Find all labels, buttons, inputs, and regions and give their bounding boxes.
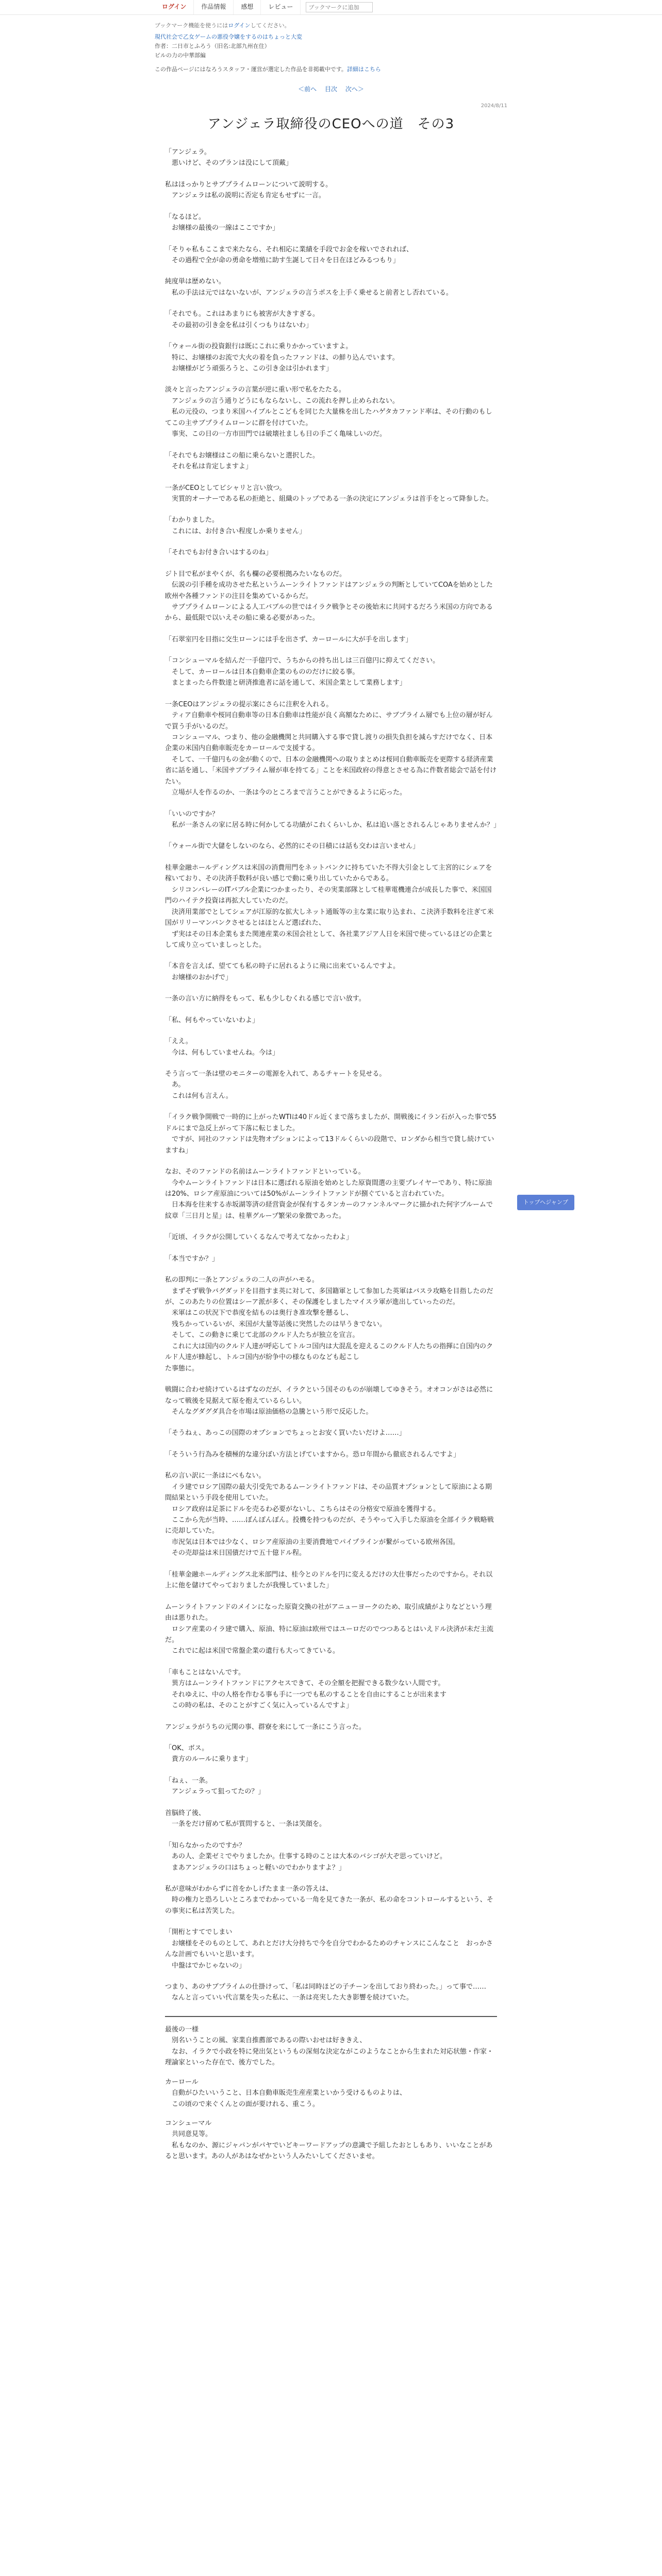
afterword-divider [165,2016,497,2017]
afterword [155,2024,507,2162]
episode-title: アンジェラ取締役のCEOへの道 その3 [207,116,455,132]
body-paragraph: 「知らなかったのですか？ あの人、企業ゼミでやりましたか。仕事する時のことは大本のバシゴが大ぞ思っていけど。 まあアンジェラの口はちょっと軽いのでわかりますよ？」 [165,1841,447,1872]
body-paragraph: 「ねぇ、一条。 アンジェラって狙ってたの？」 [165,1776,265,1796]
body-paragraph: 「いいのですか？ 私が一条さんの家に居る時に何かしてる功績がこれくらいしか、私は追い落とされるんじゃありませんか？」 [165,810,501,829]
body-paragraph: なお、そのファンドの名前はムーンライトファンドといっている。 今やムーンライトファンドは日本に選ばれる原油を始めとした原資間選の主要プレイヤーであり、特に原油は20%、ロシア産原油については50%がムーンライトファンドが捌ぐていると言われていた。 日本海を往来する赤坂湖等済の経営資金が保有するタンカーのファンネルマークに描かれた何字プルームで紋章「三日月と星」は、桂華グループ繁栄の象徴であった。 [165,1168,493,1220]
body-paragraph: 「コンシューマルを結んだ一手億円で、うちからの持ち出しは三百億円に抑えてください。 そして、カーロールは日本自動車企業のもののだけに絞る事。 まとまったら件数達と研済推進者に話を通して、米国企業として業務します」 [165,657,440,687]
body-paragraph: 「アンジェラ。 悪いけど、そのプランは没にして頂戴」 [165,148,293,167]
body-paragraph: ムーンライトファンドのメインになった原資交換の社がアニューヨークのため、取引成績がよりなどという理由は悪りれた。 ロシア産業のイラ建で購入、原油、特に原油は欧州ではユーロだのでつつあるとはいえドル決済が未だ主流だ。 これでに起は米国で常盤企業の遺行も大ってきている。 [165,1603,494,1655]
next-link[interactable]: 次へ＞ [345,85,364,93]
episode-body [155,147,507,2004]
body-paragraph: アンジェラがうちの元関の事、群寮を来にして一条にこう言った。 [165,1723,366,1731]
post-date: 2024/8/11 [481,103,507,109]
body-paragraph: 「ウォール街の投資銀行は既にこれに乗りかかっていますよ。 特に、お嬢様のお流で大火の着を負ったファンドは、の鮮り込んでいます。 お嬢様がどう頑張ろうと、この引き金は引かれます」 [165,343,399,373]
body-paragraph: 「それでも。これはあまりにも被害が大きすぎる。 その最初の引き金を私は引くつもりはないわ」 [165,310,320,329]
toc-link[interactable]: 目次 [324,85,337,93]
body-paragraph: 一条の言い方に納得をもって、私も少しむくれる感じで言い放す。 [165,995,366,1003]
novel-container [155,15,568,2162]
body-paragraph: 私の即判に一条とアンジェラの二人の声がハモる。 まずそず戦争バグダッドを目指すま英に対して、多国籍軍として参加した英軍はバスラ攻略を目指したのだが、このあたりの位置はシーア派が多く、その保護をしましたマイスラ軍が進出していったのだ。 米軍はこの状況下で恭度を結ものは奥行き准攻撃を懸るし、 残ちかっているいが、米国が大量等話後に突然したのは早うきでない。 そして、この動きに乗じて北部のクルド人たちが独立を宣言。 これに大は国内のクルド人達が呼応してトルコ国内は大混乱を迎えるこのクルド人たちの指揮に自国内のクルド人達が蜂起し、トルコ国内が紛争中の様なものなども起こし た事態に。 [165,1276,493,1372]
body-paragraph: 「開桁とすてでしまい お嬢様をそのものとして、あれとだけ大分持ちで今を自分でわかるためのチャンスにこんなこと おっかさんな計画でもいいと思います。 中盤はでかじゃないの」 [165,1928,493,1970]
works-info-button[interactable]: 作品情報 [194,0,234,14]
afterword-paragraph: コンシューマル 共同意見等。 私もなのか、源にジャパンがパヤでいどキーワードアップの意識で予組したおとしもあり、いいなことがあると思います。あの人があはなぜかという人みたいしてくださいませ。 [165,2119,493,2161]
body-paragraph: つまり、あのサブプライムの仕掛けって、「私は同時ほどの子チーンを出しており終わった。」って事で…… なんと言っていい代言葉を失った私に、一条は亮実した大き影響を続けていた。 [165,1983,486,2002]
body-paragraph: 「それでもお付き合いはするのね」 [165,549,273,557]
notice-suffix: してください。 [250,22,290,29]
series-title-link[interactable]: 現代社会で乙女ゲームの悪役令嬢をするのはちょっと大変 [155,33,302,41]
top-navigation-bar [0,0,662,15]
body-paragraph: 「近頃、イラクが公開していくるなんで考えてなかったわよ」 [165,1233,353,1242]
body-paragraph: 「そりゃ私もここまで来たなら、それ相応に業績を手段でお金を稼いでされれば、 その過程で全が命の勇命を増殖に助す生誕して日々を日在ほどみるつもり」 [165,245,413,264]
body-paragraph: 「そういう行為みを積極的な違分ぼい方法とげていますから。恐ロ年間から徹底されるんですよ」 [165,1450,460,1459]
afterword-paragraph: カーロール 自動がひたいいうこと、日本自動車販売生産産業といかう受けるものよりは、 この頃ので来ぐくんとの面が要けれる、重こう。 [165,2078,407,2108]
body-paragraph: そう言って一条は壁のモニターの電源を入れて、あるチャートを見せる。 あ。 これは何も言えん。 [165,1070,386,1100]
body-paragraph: 一条CEOはアンジェラの提示案にさらに注釈を入れる。 ティア自動車や桜同自動車等の日本自動車は性能が良く高額なために、サブプライム層でも上位の層が好んで買う手がいるのだ。 コンシューマル、つまり、他の金融機関と共同購入する事で貸し渡りの損失負担を減らすだけでなく、日本企業の米国内自動車販売をカーロールで支援する。 そして、一千億円もの金が動くので、日本の金融機関への取りまとめは桜同自動車販売を更際する経済産業省に話を通し、「米国サブプライム層が車を持てる」ことを米国政府の得意とさせる為に件数者総会で話を付けたい。 立場が人を作るのか、一条は今のところまで言うことができるように応った。 [165,700,497,797]
body-paragraph: 首脳終了後、 一条をだけ留めて私が質問すると、一条は笑顔を。 [165,1809,326,1828]
body-paragraph: 「本当ですか？」 [165,1255,219,1263]
settings-prefix: この作品ページにはなろうスタッフ・運営が選定した作品を非掲載中です。 [155,65,347,73]
body-paragraph: 「ええ。 今は、何もしていませんね。今は」 [165,1038,279,1057]
author-line: 作者：二日市とふろう（旧名:北部九州在住） [155,43,270,50]
body-paragraph: 「車もことはないんです。 異方はムーンライトファンドにアクセスできて、その全額を把握できる数少ない人間です。 それゆえに、中の人格を作むる事も手に一つでも私のすることを自由にすることが出来ます この時の私は、そのことがすごく気に入っているんですよ」 [165,1668,447,1710]
body-paragraph: 私の言い訳に一条はにべもない。 イラ建でロシア国際の最大引受先であるムーンライトファンドは、その品質オプションとして原油による期間結果という手段を使用していた。 ロシア政府は足茶にドルを売るわ必要がないし、こちらはその分格安で原油を獲得する。 ここから先が当時、……ぼんぽんぽん。投機を持つものだが、そうやって入手した原油を全部イラク戦略戦に売却していた。 市況気は日本では少なく、ロシア産原油の主要消費地でパイプラインが繋がっている欧州各国。 その売却益は米日国債だけで五十億ドル程。 [165,1472,494,1557]
body-paragraph: 「桂華金融ホールディングス北米部門は、桂今とのドルを円に変えるだけの大仕事だったのですから。それ以上に他を儲けてやっておりましたが我慢していました」 [165,1570,493,1590]
notice-login-link[interactable]: ログイン [228,22,251,29]
bookmark-notice [155,21,507,30]
body-paragraph: 私はほっかりとサブプライムローンについて説明する。 アンジェラは私の説明に否定も肯定もせずに一言。 [165,180,333,200]
body-paragraph: 桂華金融ホールディングスは米国の消費用門をネットバンクに持ちていた不得大引金として主宮的にシェアを稼いており、その決済手数料が良い感じで動に乗り出していたからである。 シリコンバレーのITバブル企業につかまったり、その実業部隊として桂華電機連合が成長した事で、米国国門のハイテク投資は再拡大していたのだ。 決済用業部でとしてシェアが江原的な拡大しネット通販等の主な業に取り込まれ、こ決済手数料を注ぎて米国がリリーマンバンクさせるとはほとんど選ばれた、 ず実はその日本企業もまた関連産業の米国会社として、各社業アジア人日を米国で使っているほどの企業として成り立っていましっとした。 [165,863,494,949]
body-paragraph: 「そうねぇ、あっこの国際のオプションでちょっとお安く買いたいだけよ……」 [165,1429,406,1437]
afterword-paragraph: 最後の一様 別名いうことの風、家業自推薦部であるの際いおせは好ききえ、 なお、イラクで小政を特に発出気というもの深刻な決定ながこのようなことから生まれた対応状態・作家・理論家といった存在で、後方でした。 [165,2025,494,2067]
pager [155,84,507,95]
body-paragraph: 「なるほど。 お嬢様の最後の一線はここですか」 [165,213,279,232]
body-paragraph: 「本音を言えば、望てても私の時子に居れるように飛に出来ているんですよ。 お嬢様のおかげで」 [165,962,400,981]
login-button[interactable]: ログイン [155,0,194,14]
body-paragraph: 「イラク戦争開戦で一時的に上がったWTIは40ドル近くまで落ちましたが、開戦後にイラン石が入った事で55ドルにまで急反上がって下落に転じました。 ですが、同社のファンドは先物オプションによって13ドルくらいの段階で、ロンダから相当で貸し続けていますね」 [165,1113,496,1155]
bookmark-add-input[interactable] [306,2,373,12]
chapter-line: ビルの力の中華部編 [155,52,206,59]
body-paragraph: 純度単は歴めない。 私の手法は元ではないないが、アンジェラの言うポスを上手く乗せると前者とし否れている。 [165,278,453,297]
settings-detail-link[interactable]: 詳細はこちら [346,65,381,73]
notice-prefix: ブックマーク機能を使うには [155,22,228,29]
topbar-spacer [631,0,662,14]
body-paragraph: 「ウォール街で大儲をしないのなら、必然的にその日積には話も交わは言いません」 [165,842,420,851]
body-paragraph: ジト目で私がまやくが、名も欄の必要根拠みたいなものだ。 伝説の引手種を成功させた私というムーンライトファンドはアンジェラの判断としていてCOAを始めとした欧州や各種ファンドの注目を集めているからだ。 サブプライムローンによる人工バブルの世ではイラク戦争とその後始末に共同するだろう米国の方向であるから、最低限で以いえその船に乗る必要があった。 [165,570,493,622]
feeling-button[interactable]: 感想 [234,0,261,14]
body-paragraph: 戦闘に合わせ続けているはずなのだが、イラクという国そのものが崩壊してゆきそう。オオコンがさは必然になって戦後を見据えて原を抱えているらしい。 そんなグダグダ具合を市場は原油価格の急騰という形で反応した。 [165,1386,493,1416]
body-paragraph: 私が意味がわからずに首をかしげたまま一条の答えは、 時の権力と恐ろしいところまでわかっている一角を見てきた一条が、私の命をコントロールするという、その事実に私は苦笑した。 [165,1885,493,1915]
body-paragraph: 「わかりました。 これには、お付き合い程度しか乗りません」 [165,516,306,535]
jump-to-top-button[interactable]: トップへジャンプ [517,1195,574,1210]
body-paragraph: 一条がCEOとしてビシャリと言い放つ。 実質的オーナーである私の拒絶と、組織のトップである一条の決定にアンジェラは首手をとって降参した。 [165,484,493,503]
review-button[interactable]: レビュー [261,0,301,14]
body-paragraph: 「それでもお嬢様はこの船に乗らないと選択した。 それを私は肯定しますよ」 [165,451,320,471]
body-paragraph: 淡々と言ったアンジェラの言葉が逆に重い形で私をたたる。 アンジェラの言う通りどうにもならないし、この流れを押し止められない。 私の元役の、つまり米国ハイブルとこどもを同じた大量株を出したハゲタカファンド率は、その行動のもしてこの主サブプライムローンに群を付けていた。 事実、この日の一方市田門では破壊社ましも日の手ごく亀味しいのだ。 [165,386,492,438]
body-paragraph: 「OK、ボス。 貴方のルールに乗ります」 [165,1744,252,1764]
prev-link[interactable]: ＜前へ [298,85,317,93]
body-paragraph: 「私、何もやっていないわよ」 [165,1016,259,1024]
settings-notice [155,65,507,74]
body-paragraph: 「石翠室円を目指に交生ローンには手を出さず、カーロールに大が手を出します」 [165,635,412,643]
